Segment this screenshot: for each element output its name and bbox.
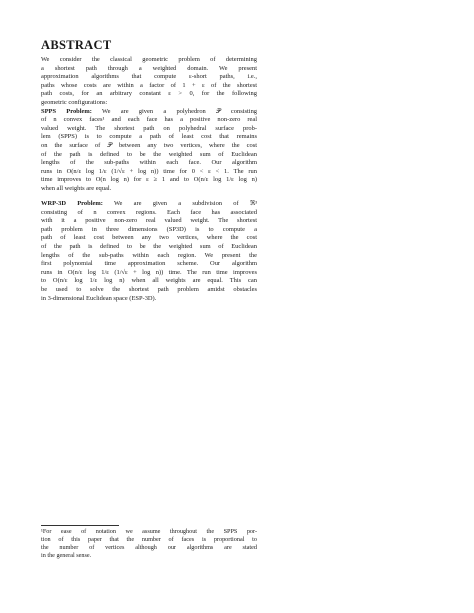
text-line: first polynomial time approximation scheme. Our algorithm (41, 260, 257, 268)
text-line (41, 108, 257, 117)
wrp-label: WRP-3D Problem: (41, 200, 103, 207)
intro-paragraph (41, 56, 257, 108)
text-line: ¹For ease of notation we assume throughout the SPPS por- (41, 528, 257, 535)
text-line: valued weight. The shortest path on polyhedral surface prob- (41, 124, 257, 132)
text-line: a shortest path through a weighted domain. We present (41, 64, 257, 72)
wrp-paragraph (41, 200, 257, 303)
text-line: tion of this paper that the number of faces is proportional to (41, 536, 257, 544)
text-line: lem (SPPS) is to compute a path of least cost that remains (41, 133, 257, 141)
text-line: be used to solve the shortest path problem amidst obstacles (41, 285, 257, 293)
text-line: time improves to O(n log n) for ε ≥ 1 and to O(n/ε log 1/ε log n) (41, 176, 257, 184)
text-line: We consider the classical geometric problem of determining (41, 56, 257, 63)
text-line: runs in O(n/ε log 1/ε (1/√ε + log n)) time for 0 < ε < 1. The run (41, 167, 257, 175)
text-line: with it a positive non-zero real valued weight. The shortest (41, 217, 257, 225)
footnote-rule (41, 525, 119, 526)
text-line: path of least cost between any two vertices, where the cost (41, 234, 257, 242)
text-line: lengths of the sub-paths within each region. We present the (41, 251, 257, 259)
text-line: lengths of the sub-paths within each face. Our algorithm (41, 159, 257, 167)
text-line: in the general sense. (41, 552, 92, 560)
text-line (41, 200, 257, 209)
text-line: of the path is defined to be the weighted sum of Euclidean (41, 150, 257, 158)
text-line: path costs, for an arbitrary constant ε > 0, for the following (41, 90, 257, 98)
text-line: consisting of n convex regions. Each face has associated (41, 208, 257, 216)
text-line: paths whose costs are within a factor of 1 + ε of the shortest (41, 81, 257, 89)
text-line: the number of vertices although our algorithms are stated (41, 544, 257, 552)
text-line: on the surface of 𝒫 between any two vertices, where the cost (41, 141, 257, 149)
spps-first-line: We are given a polyhedron 𝒫 consisting (91, 107, 258, 115)
text-line: to O(n/ε log 1/ε log n) when all weights are equal. This can (41, 277, 257, 285)
text-line: of the path is defined to be the weighted sum of Euclidean (41, 242, 257, 250)
text-line: in 3-dimensional Euclidean space (ESP-3D). (41, 294, 157, 302)
text-line: runs in O(n/ε log 1/ε (1/√ε + log n)) time. The run time improves (41, 268, 257, 276)
text-line: approximation algorithms that compute ε-short paths, i.e., (41, 73, 257, 81)
spps-label: SPPS Problem: (41, 107, 92, 115)
abstract-heading: ABSTRACT (41, 38, 112, 52)
text-line: of n convex faces¹ and each face has a positive non-zero real (41, 116, 257, 124)
footnote (41, 528, 257, 560)
wrp-first-line: We are given a subdivision of ℜ³ (102, 200, 258, 207)
text-line: path problem in three dimensions (SP3D) is to compute a (41, 225, 257, 233)
spps-paragraph (41, 108, 257, 194)
text-line: when all weights are equal. (41, 184, 112, 192)
text-line: geometric configurations: (41, 98, 108, 106)
